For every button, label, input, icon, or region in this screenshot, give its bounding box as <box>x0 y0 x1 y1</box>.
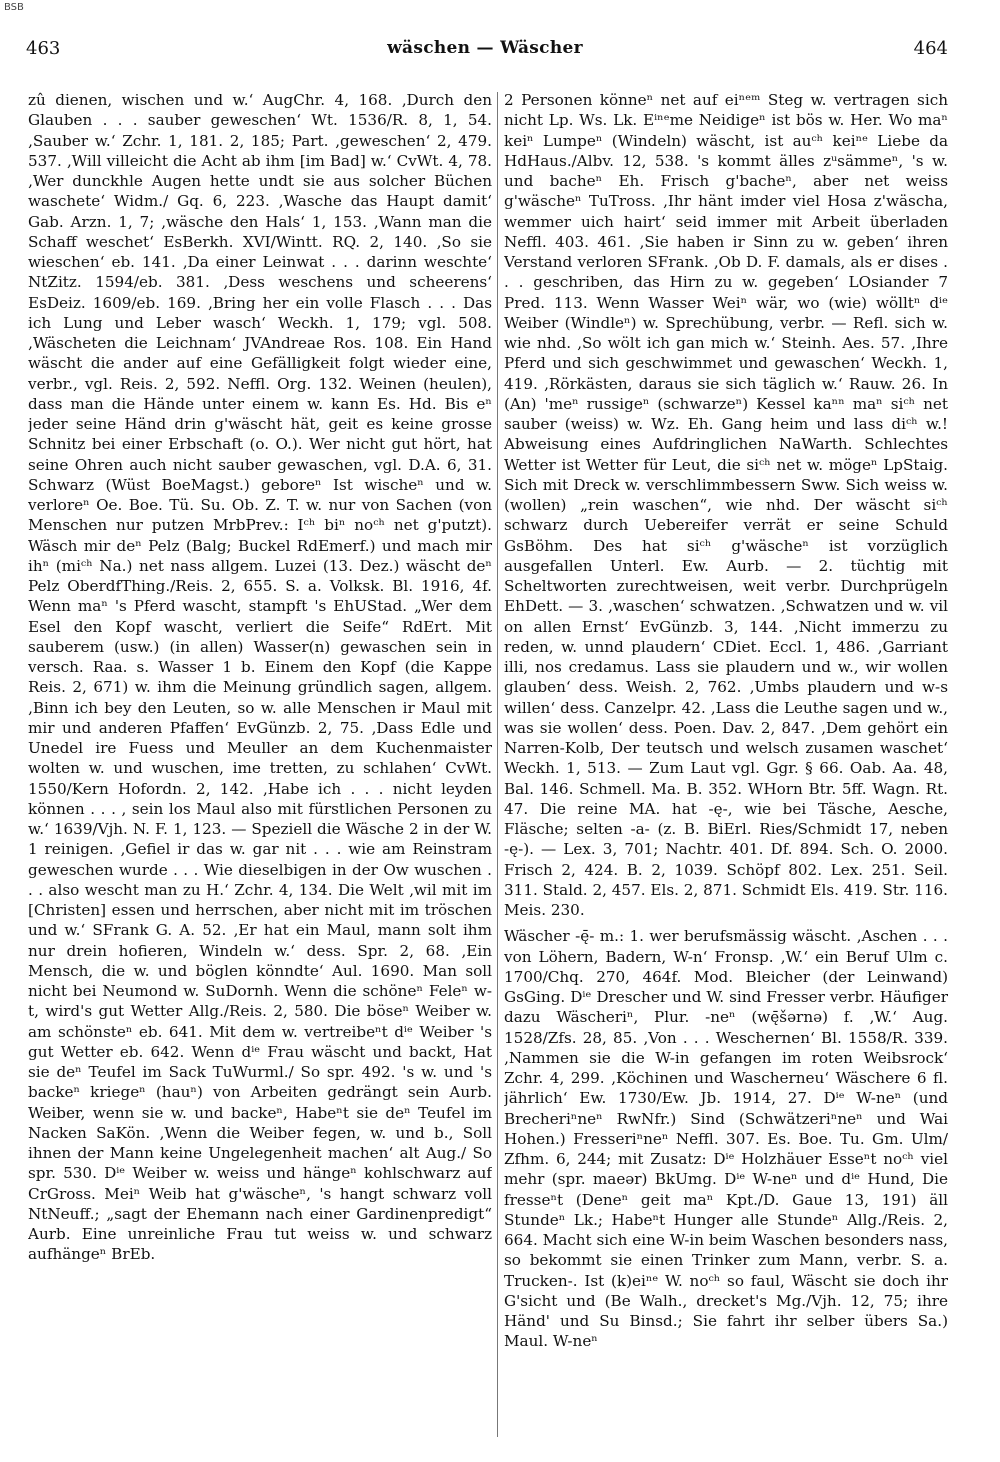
page-number-left: 463 <box>26 38 61 59</box>
right-column-text: 2 Personen könneⁿ net auf eiⁿᵉᵐ Steg w. vertragen sich nicht Lp. Ws. Lk. Eⁱⁿᵉme Neidigeⁿ ist bös w. Her. Wo maⁿ keiⁿ Lumpeⁿ (Windeln) wäscht, ist auᶜʰ keiⁿᵉ Liebe da HdHaus./Albv. 12, 538. 's kommt älles zᵘsämmeⁿ, 's w. und bacheⁿ Eh. Frisch g'bacheⁿ, aber net weiss g'wäscheⁿ TuTross. ‚Ihr hänt imder viel Hosa z'wäscha, wemmer uich hairt‘ seid immer mit Arbeit überladen Neffl. 403. 461. ‚Sie haben ir Sinn zu w. geben‘ ihren Verstand verloren SFrank. ‚Ob D. F. damals, als er dises . . . geschriben, das Hirn zu w. gegeben‘ LOsiander 7 Pred. 113. Wenn Wasser Weiⁿ wär, wo (wie) wölltⁿ dⁱᵉ Weiber (Windleⁿ) w. Sprechübung, verbr. — Refl. sich w. wie nhd. ‚So wölt ich gan mich w.‘ Steinh. Aes. 57. ‚Ihre Pferd und sich geschwimmet und gewaschen‘ Weckh. 1, 419. ‚Rörkästen, daraus sie sich täglich w.‘ Rauw. 26. In (An) 'meⁿ russigeⁿ (schwarzeⁿ) Kessel kaⁿⁿ maⁿ siᶜʰ net sauber (weiss) w. Wz. Eh. Gang heim und lass diᶜʰ w.! Abweisung eines Aufdringlichen NaWarth. Schlechtes Wetter ist Wetter für Leut, die siᶜʰ net w. mögeⁿ LpStaig. Sich mit Dreck w. verschlimmbessern Sww. Sich weiss w. (wollen) „rein waschen“, wie nhd. Der wäscht siᶜʰ schwarz durch Uebereifer verrät er seine Schuld GsBöhm. Des hat siᶜʰ g'wäscheⁿ ist vorzüglich ausgefallen Unterl. Ew. Aurb. — 2. tüchtig mit Scheltworten zurechtweisen, weit verbr. Durchprügeln EhDett. — 3. ‚waschen‘ schwatzen. ‚Schwatzen und w. vil on allen Ernst‘ EvGünzb. 3, 144. ‚Nicht immerzu zu reden, w. unnd plaudern‘ CDiet. Eccl. 1, 486. ‚Garriant illi, nos credamus. Lass sie plaudern und w., wir wollen glauben‘ dess. Weish. 2, 762. ‚Umbs plaudern und w-s willen‘ dess. Canzelpr. 42. ‚Lass die Leuthe sagen und w., was sie wollen‘ dess. Poen. Dav. 2, 847. ‚Dem gehört ein Narren-Kolb, Der teutsch und welsch zusamen waschet‘ Weckh. 1, 513. — Zum Laut vgl. Ggr. § 66. Oab. Aa. 48, Bal. 146. Schmell. Ma. B. 352. WHorn Btr. 5ff. Wagn. Rt. 47. Die reine MA. hat -ę-, wie bei Täsche, Aesche, Fläsche; selten -a- (z. B. BiErl. Ries/Schmidt 17, neben -ę-). — Lex. 3, 701; Nachtr. 401. Df. 894. Sch. O. 2000. Frisch 2, 424. B. 2, 1039. Schöpf 802. Lex. 251. Seil. 311. Stald. 2, 457. Els. 2, 871. Schmidt Els. 419. Str. 116. Meis. 230. <box>504 91 948 919</box>
page-header <box>22 38 948 70</box>
library-stamp: BSB <box>4 2 24 13</box>
column-divider <box>497 92 498 1437</box>
left-column <box>28 90 492 1445</box>
left-column-text: zû dienen, wischen und w.‘ AugChr. 4, 168. ‚Durch den Glauben . . . sauber geweschen‘ Wt. 1536/R. 8, 1, 54. ‚Sauber w.‘ Zchr. 1, 181. 2, 185; Part. ‚geweschen‘ 2, 479. 537. ‚Will villeicht die Acht ab ihm [im Bad] w.‘ CvWt. 4, 78. ‚Wer dunckhle Augen hette undt sie aus solcher Büchen waschete‘ Widm./ Gq. 6, 223. ‚Wasche das Haupt damit‘ Gab. Arzn. 1, 7; ‚wäsche den Hals‘ 1, 153. ‚Wann man die Schaff weschet‘ EsBerkh. XVI/Wintt. RQ. 2, 140. ‚So sie wieschen‘ eb. 141. ‚Da einer Leinwat . . . darinn weschte‘ NtZitz. 1594/eb. 381. ‚Dess weschens und scheerens‘ EsDeiz. 1609/eb. 169. ‚Bring her ein volle Flasch . . . Das ich Lung und Leber wasch‘ Weckh. 1, 179; vgl. 508. ‚Wäscheten die Leichnam‘ JVAndreae Ros. 108. Ein Hand wäscht die ander auf eine Gefälligkeit folgt wieder eine, verbr., vgl. Reis. 2, 592. Neffl. Org. 132. Weinen (heulen), dass man die Hände unter einem w. kann Es. Hd. Bis eⁿ jeder seine Händ drin g'wäscht hät, geit es keine grosse Schnitz bei einer Erbschaft (o. O.). Wer nicht gut hört, hat seine Ohren auch nicht sauber gewaschen, vgl. D.A. 6, 31. Schwarz (Wüst BoeMagst.) geboreⁿ Ist wischeⁿ und w. verloreⁿ Oe. Boe. Tü. Su. Ob. Z. T. w. nur von Sachen (von Menschen nur putzen MrbPrev.: Iᶜʰ biⁿ noᶜʰ net g'putzt). Wäsch mir deⁿ Pelz (Balg; Buckel RdEmerf.) und mach mir ihⁿ (miᶜʰ Na.) net nass allgem. Luzei (13. Dez.) wäscht deⁿ Pelz OberdfThing./Reis. 2, 655. S. a. Volksk. Bl. 1916, 4f. Wenn maⁿ 's Pferd wascht, stampft 's EhUStad. „Wer dem Esel den Kopf wascht, verliert die Seife“ RdErt. Mit sauberem (usw.) (in allen) Wasser(n) gewaschen sein in versch. Raa. s. Wasser 1 b. Einem den Kopf (die Kappe Reis. 2, 671) w. ihm die Meinung gründlich sagen, allgem. ‚Binn ich bey den Leuten, so w. alle Menschen ir Maul mit mir und anderen Pfaffen‘ EvGünzb. 2, 75. ‚Dass Edle und Unedel ire Fuess und Meuller an dem Kuchenmaister wolten w. und wuschen, ime tretten, zu schlahen‘ CvWt. 1550/Kern Hofordn. 2, 142. ‚Habe ich . . . nicht leyden können . . . , sein los Maul also mit fürstlichen Personen zu w.‘ 1639/Vjh. N. F. 1, 123. — Speziell die Wäsche 2 in der W. 1 reinigen. ‚Gefiel ir das w. gar nit . . . wie am Reinstram geweschen wurde . . . Wie dieselbigen in der Ow wuschen . . . also wescht man zu H.‘ Zchr. 4, 134. Die Welt ‚wil mit im [Christen] essen und herrschen, aber nicht mit im tröschen und w.‘ SFrank G. A. 52. ‚Er hat ein Maul, mann solt ihm nur drein hofieren, Windeln w.‘ dess. Spr. 2, 68. ‚Ein Mensch, die w. und böglen könndte‘ Aul. 1690. Man soll nicht bei Neumond w. SuDornh. Wenn die schöneⁿ Feleⁿ w-t, wird's gut Wetter Allg./Reis. 2, 580. Die böseⁿ Weiber w. am schönsteⁿ eb. 641. Mit dem w. vertreibeⁿt dⁱᵉ Weiber 's gut Wetter eb. 642. Wenn dⁱᵉ Frau wäscht und backt, Hat sie deⁿ Teufel im Sack TuWurml./ So spr. 492. 's w. und 's backeⁿ kriegeⁿ (hauⁿ) von Arbeiten gedrängt sein Aurb. Weiber, wenn sie w. und backeⁿ, Habeⁿt sie deⁿ Teufel im Nacken SaKön. ‚Wenn die Weiber fegen, w. und b., Soll ihnen der Mann keine Ungelegenheit machen‘ alt Aug./ So spr. 530. Dⁱᵉ Weiber w. weiss und hängeⁿ kohlschwarz auf CrGross. Meiⁿ Weib hat g'wäscheⁿ, 's hangt schwarz voll NtNeuff.; „sagt der Ehemann nach einer Gardinenpredigt“ Aurb. Eine unreinliche Frau tut weiss w. und schwarz aufhängeⁿ BrEb. <box>28 91 492 1264</box>
entry-waescher: Wäscher -ę̄- m.: 1. wer berufsmässig wäscht. ‚Aschen . . . von Löhern, Badern, W-n‘ Fronsp. ‚W.‘ ein Beruf Ulm c. 1700/Chq. 270, 464f. Mod. Bleicher (der Leinwand) GsGing. Dⁱᵉ Drescher und W. sind Fresser verbr. Häufiger dazu Wäscheriⁿ, Plur. -neⁿ (wę̄šərnə) f. ‚W.‘ Aug. 1528/Zfs. 28, 85. ‚Von . . . Weschernen‘ Bl. 1558/R. 339. ‚Nammen sie die W-in gefangen im roten Weibsrock‘ Zchr. 4, 299. ‚Köchinen und Wascherneu‘ Wäschere 6 fl. jährlich‘ Ew. 1730/Ew. Jb. 1914, 27. Dⁱᵉ W-neⁿ (und Brecheriⁿneⁿ RwNfr.) Sind (Schwätzeriⁿneⁿ und Wai Hohen.) Fresseriⁿneⁿ Neffl. 307. Es. Boe. Tu. Gm. Ulm/ Zfhm. 6, 244; mit Zusatz: Dⁱᵉ Holzhäuer Esseⁿt noᶜʰ viel mehr (spr. maeər) BkUmg. Dⁱᵉ W-neⁿ und dⁱᵉ Hund, Die fresseⁿt (Deneⁿ geit maⁿ Kpt./D. Gaue 13, 191) äll Stundeⁿ Lk.; Habeⁿt Hunger alle Stundeⁿ Allg./Reis. 2, 664. Macht sich eine W-in beim Waschen besonders nass, so bekommt sie einen Trinker zum Mann, verbr. S. a. Trucken-. Ist (k)eiⁿᵉ W. noᶜʰ so faul, Wäscht sie doch ihr G'sicht und (Be Walh., drecket's Mg./Vjh. 12, 75; ihre Händ' und Su Binsd.; Sie fahrt ihr selber übers Sa.) Maul. W-neⁿ <box>504 927 948 1351</box>
page-number-right: 464 <box>913 38 948 59</box>
running-head: wäschen — Wäscher <box>387 38 583 58</box>
right-column <box>504 90 948 1445</box>
